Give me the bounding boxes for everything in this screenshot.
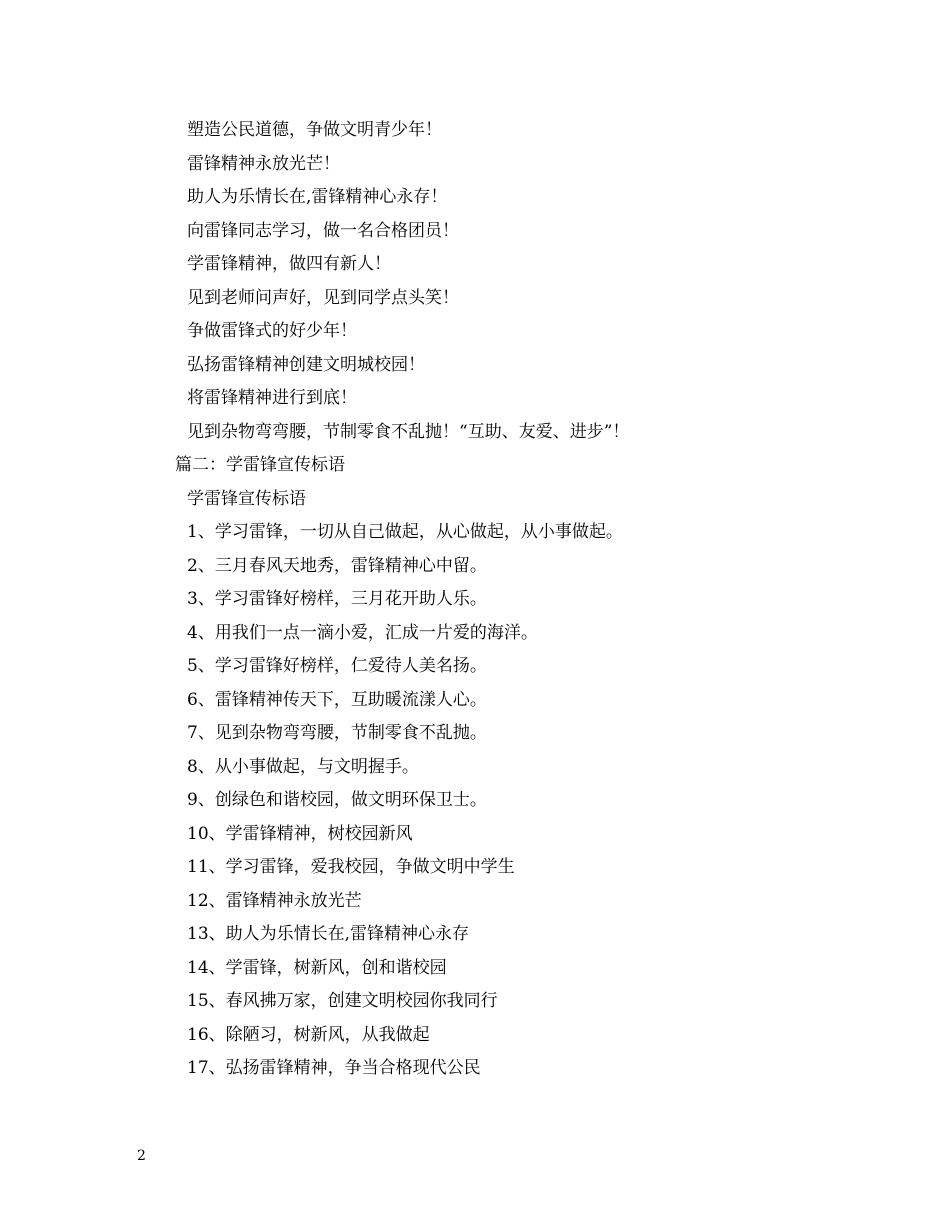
text-line: 3、学习雷锋好榜样，三月花开助人乐。 [187, 589, 487, 609]
text-line: 塑造公民道德，争做文明青少年！ [187, 120, 442, 140]
text-line: 见到杂物弯弯腰，节制零食不乱抛！“互助、友爱、进步”！ [187, 421, 630, 442]
text-line: 4、用我们一点一滴小爱，汇成一片爱的海洋。 [187, 622, 538, 643]
text-line: 争做雷锋式的好少年！ [187, 321, 357, 341]
section-heading: 篇二：学雷锋宣传标语 [175, 455, 345, 475]
text-line: 学雷锋宣传标语 [187, 488, 306, 509]
text-line: 9、创绿色和谐校园，做文明环保卫士。 [187, 790, 487, 810]
document-body [175, 114, 915, 1086]
text-line: 6、雷锋精神传天下，互助暖流漾人心。 [187, 689, 487, 710]
text-line: 雷锋精神永放光芒！ [187, 153, 340, 174]
text-line: 10、学雷锋精神，树校园新风 [187, 823, 413, 844]
text-line: 11、学习雷锋，爱我校园，争做文明中学生 [187, 857, 515, 877]
text-line: 助人为乐情长在,雷锋精神心永存！ [187, 187, 448, 207]
text-line: 16、除陋习，树新风，从我做起 [187, 1024, 430, 1045]
text-line: 8、从小事做起，与文明握手。 [187, 756, 419, 777]
text-line: 见到老师问声好，见到同学点头笑！ [187, 287, 459, 308]
text-line: 13、助人为乐情长在,雷锋精神心永存 [187, 924, 470, 944]
text-line: 学雷锋精神，做四有新人！ [187, 254, 391, 274]
text-line: 1、学习雷锋，一切从自己做起，从心做起，从小事做起。 [187, 522, 623, 542]
text-line: 7、见到杂物弯弯腰，节制零食不乱抛。 [187, 723, 487, 743]
text-line: 弘扬雷锋精神创建文明城校园！ [187, 354, 425, 375]
text-line: 17、弘扬雷锋精神，争当合格现代公民 [187, 1058, 481, 1078]
text-line: 将雷锋精神进行到底！ [187, 388, 357, 408]
text-line: 12、雷锋精神永放光芒 [187, 890, 362, 911]
text-line: 2、三月春风天地秀，雷锋精神心中留。 [187, 555, 487, 576]
page-number: 2 [137, 1148, 146, 1164]
text-line: 向雷锋同志学习，做一名合格团员！ [187, 220, 459, 241]
text-line: 14、学雷锋，树新风，创和谐校园 [187, 957, 447, 978]
text-line: 15、春风拂万家，创建文明校园你我同行 [187, 991, 498, 1011]
text-line: 5、学习雷锋好榜样，仁爱待人美名扬。 [187, 656, 487, 676]
